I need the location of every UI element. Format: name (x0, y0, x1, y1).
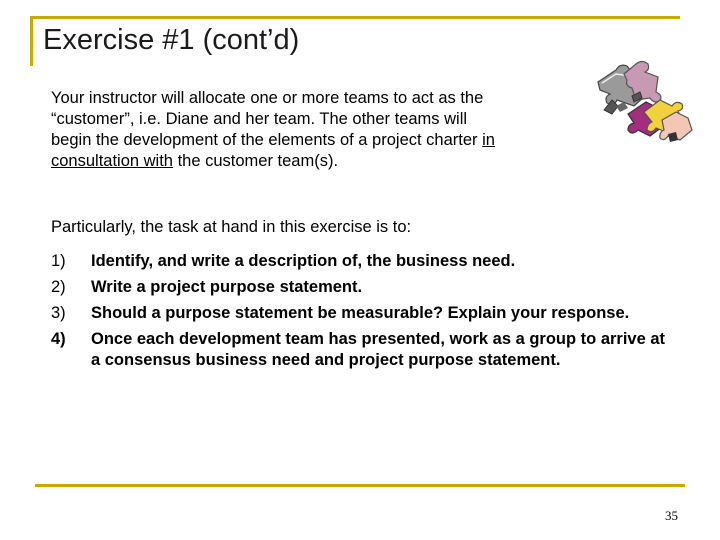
step-number: 4) (51, 330, 66, 348)
step-number: 2) (51, 278, 66, 296)
title-accent-top-rule (30, 16, 680, 19)
title-accent-vertical-rule (30, 16, 33, 66)
step-text: Identify, and write a description of, the business need. (91, 252, 516, 270)
step-text: Write a project purpose statement. (91, 278, 363, 296)
puzzle-pieces-icon (572, 50, 696, 150)
step-item (51, 329, 671, 371)
step-item (51, 303, 671, 324)
slide-title: Exercise #1 (cont’d) (43, 24, 300, 56)
step-text: Once each development team has presented, work as a group to arrive at a consensus business need and project purpose statement. (91, 330, 666, 369)
step-item (51, 277, 671, 298)
page-number: 35 (665, 508, 678, 523)
step-item (51, 251, 671, 272)
steps-list (51, 251, 671, 376)
step-number: 1) (51, 252, 66, 270)
footer-rule (35, 484, 685, 487)
intro-paragraph: Your instructor will allocate one or more teams to act as the “customer”, i.e. Diane and her team. The other teams will begin the development of the elements of a project charter in consultation with the customer team(s). (51, 89, 495, 170)
step-number: 3) (51, 304, 66, 322)
step-text: Should a purpose statement be measurable? Explain your response. (91, 304, 630, 322)
task-intro-text: Particularly, the task at hand in this exercise is to: (51, 218, 412, 236)
underlined-phrase: in consultation with (51, 131, 495, 170)
